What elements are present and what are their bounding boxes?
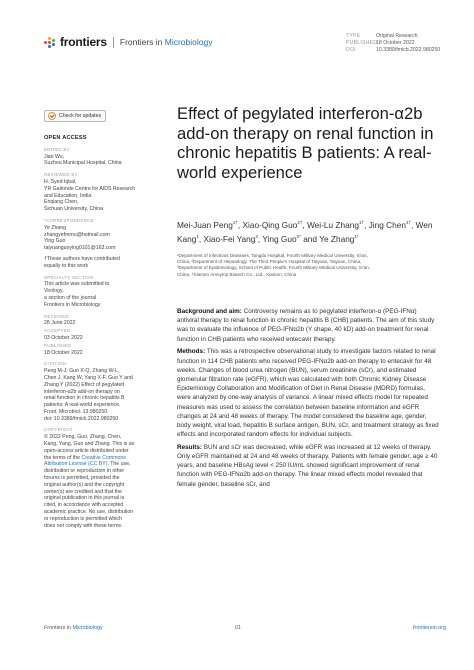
results-label: Results: (177, 443, 203, 451)
affiliations (177, 253, 437, 278)
article-title: Effect of pegylated interferon-α2b add-on therapy on renal function in chronic hepatitis B patients: A real-world experience (177, 104, 434, 182)
correspondence-text[interactable]: Ye Zhang zhangyefmmu@hotmail.com Ying Guo taiyuanguoying0101@163.com (44, 224, 116, 252)
background-label: Background and aim: (177, 308, 242, 315)
meta-type-key: TYPE (346, 33, 361, 39)
accepted-date: 03 October 2022 (44, 334, 83, 341)
check-updates-icon (48, 112, 56, 120)
affiliation-line: ³Department of Epidemiology, School of Public Health, Fourth Military Medical University, Xi'an, (177, 265, 370, 271)
author-name[interactable]: Ye Zhang (319, 233, 355, 244)
author-name[interactable]: Jing Chen (368, 219, 406, 230)
equal-contribution-note: †These authors have contributed equally to this work (44, 255, 120, 269)
copyright-text-a: © 2022 Peng, Guo, Zhang, Chen, Kang, Yang, Guo and Zhang. This is an open-access article distributed under the terms of the (44, 434, 135, 461)
received-date: 28 June 2022 (44, 320, 76, 327)
open-access-heading: OPEN ACCESS (44, 135, 87, 141)
journal-name[interactable] (120, 37, 213, 47)
author-list: Mei-Juan Peng$^{1\dagger}$, Xiao-Qing Guo$^{2\dagger}$, Wei-Lu Zhang$^{1\dagger}$, Jing Chen$^{4\dagger}$, Wen Kang$^1$, Xiao-Fei Yang$^3$, Ying Guo$^{2*}$ and Ye Zhang$^{1*}$ (177, 219, 433, 244)
specialty-section-text: This article was submitted to Virology, a section of the journal Frontiers in Microbiology (44, 281, 110, 308)
edited-by-label: EDITED BY (44, 146, 70, 152)
meta-doi-key: DOI (346, 47, 356, 54)
frontiers-logo[interactable] (44, 35, 212, 49)
journal-accent: Microbiology (164, 37, 213, 47)
abstract (177, 307, 439, 492)
copyright-text-b: . The use, distribution or reproduction in other forums is permitted, provided the original author(s) and the copyright owner(s) are credited and that the original publication in this journal is cited, in accordance with accepted academic practice. No use, distribution or reproduction is permitted which does not comply with these terms. (44, 461, 134, 529)
author-name[interactable]: Mei-Juan Peng (177, 219, 233, 230)
specialty-section-label: SPECIALTY SECTION (44, 274, 94, 280)
meta-published-val: 18 October 2022 (376, 40, 415, 47)
citation-text: Peng M-J, Guo X-Q, Zhang W-L, Chen J, Kang W, Yang X-F, Guo Y and Zhang Y (2022) Effect of pegylated interferon-α2b add-on therapy on renal function in chronic hepatitis B patients: A real-world experience. Front. Microbiol. 13:980250. doi: 10.3389/fmicb.2022.980250 (44, 368, 133, 422)
author-sup: 2† (297, 220, 303, 225)
reviewed-by-text: H. Syed Iqbal, YR Gaitonde Centre for AIDS Research and Education, India Enqiang Chen, Sichuan University, China (44, 178, 136, 213)
abstract-background (177, 307, 439, 344)
article-meta (346, 33, 440, 55)
meta-published-key: PUBLISHED (346, 40, 378, 47)
author-sup: 1† (232, 220, 238, 225)
page-number: 01 (235, 625, 241, 631)
results-text: BUN and sCr was decreased, while eGFR was increased at 12 weeks of therapy. Only eGFR maintained at 24 and 48 weeks of therapy. Patients with female gender, age ≥ 40 years, and baseline HBsAg level < 250 IU/mL showed significant improvement of renal function with PEG-IFNα2b add-on therapy. The linear mixed effects model revealed that female gender, baseline sCr, and (177, 443, 438, 488)
citation-label: CITATION (44, 361, 67, 367)
accepted-label: ACCEPTED (44, 328, 71, 334)
methods-text: This was a retrospective observational study to investigate factors related to renal function in 114 CHB patients who received PEG-IFNα2b add-on therapy to entecavir for 48 weeks. Changes of blood urea nitrogen (BUN), serum creatinine (sCr), and estimated glomerular filtration rate (eGFR), which was calculated with both Chronic Kidney Disease Epidemiology Collaboration and Modification of Diet in Renal Disease (MDRD) formulas, were analyzed by one-way analysis of variance. A linear mixed effects model for repeated measures was used to assess the correlation between baseline information and eGFR changes at 24 and 48 weeks of therapy. The model considered the baseline age, gender, body weight, viral load, hepatitis B surface antigen, BUN, sCr, and treatment strategy as fixed effects and incorporated random effects for individual subjects. (177, 348, 439, 439)
journal-prefix: Frontiers in (119, 37, 165, 47)
published-label: PUBLISHED (44, 342, 72, 348)
author-sup: 4† (405, 220, 411, 225)
author-name[interactable]: Wei-Lu Zhang (306, 219, 359, 230)
affiliation-line: ¹Department of Infectious Diseases, Tangdu Hospital, Fourth Military Medical University, Xi'an, (177, 253, 368, 258)
received-label: RECEIVED (44, 313, 69, 319)
background-text: Controversy remains as to pegylated interferon-α (PEG-IFNα) antiviral therapy to renal function in chronic hepatitis B (CHB) patients. The aim of this study was to evaluate the influence of PEG-IFNα2b (Y shape, 40 kD) add-on treatment for renal function in CHB patients who received entecavir therapy. (177, 308, 435, 343)
footer-site-link[interactable]: frontiersin.org (413, 625, 446, 631)
article-sidebar (44, 135, 164, 529)
correspondence-label: *CORRESPONDENCE (44, 217, 94, 223)
footer-journal[interactable] (44, 625, 103, 631)
footer-journal-accent: Microbiology (72, 625, 103, 631)
author-name[interactable]: Wen Kang (177, 219, 433, 244)
abstract-methods (177, 347, 439, 439)
cc-by-license-link[interactable]: Creative Commons Attribution License (CC BY) (44, 454, 126, 468)
author-sup: 2* (296, 233, 301, 239)
copyright-text (44, 434, 164, 529)
author-sup: 3 (255, 233, 258, 239)
reviewed-by-label: REVIEWED BY (44, 172, 78, 178)
logo-divider (113, 37, 114, 48)
check-updates-label: Check for updates (59, 113, 102, 119)
methods-label: Methods: (177, 348, 206, 356)
logo-text: frontiers (60, 35, 107, 49)
affiliation-line: China, ⁴Xiamen Amoytop Biotech Co., Ltd., Xiamen, China (177, 271, 297, 277)
author-name[interactable]: Xiao-Qing Guo (242, 219, 298, 230)
meta-doi-val[interactable]: 10.3389/fmicb.2022.980250 (376, 47, 441, 54)
author-sup: 1 (196, 233, 199, 239)
abstract-results (177, 443, 439, 489)
published-date: 18 October 2022 (44, 349, 83, 356)
meta-type-val: Original Research (376, 33, 418, 39)
copyright-label: COPYRIGHT (44, 427, 73, 433)
author-sup: 1* (354, 233, 359, 239)
author-name[interactable]: Ying Guo (262, 233, 297, 244)
frontiers-logo-icon (44, 36, 57, 49)
affiliation-line: China, ²Department of Hepatology, The Third People's Hospital of Taiyuan, Taiyuan, China, (177, 259, 362, 265)
page-footer (44, 625, 446, 637)
author-sup: 1† (358, 220, 364, 225)
footer-journal-prefix: Frontiers in (44, 625, 73, 631)
check-for-updates-button[interactable] (44, 110, 106, 122)
author-name[interactable]: Xiao-Fei Yang (203, 233, 256, 244)
edited-by-text: Jian Wu, Suzhou Municipal Hospital, China (44, 153, 122, 167)
